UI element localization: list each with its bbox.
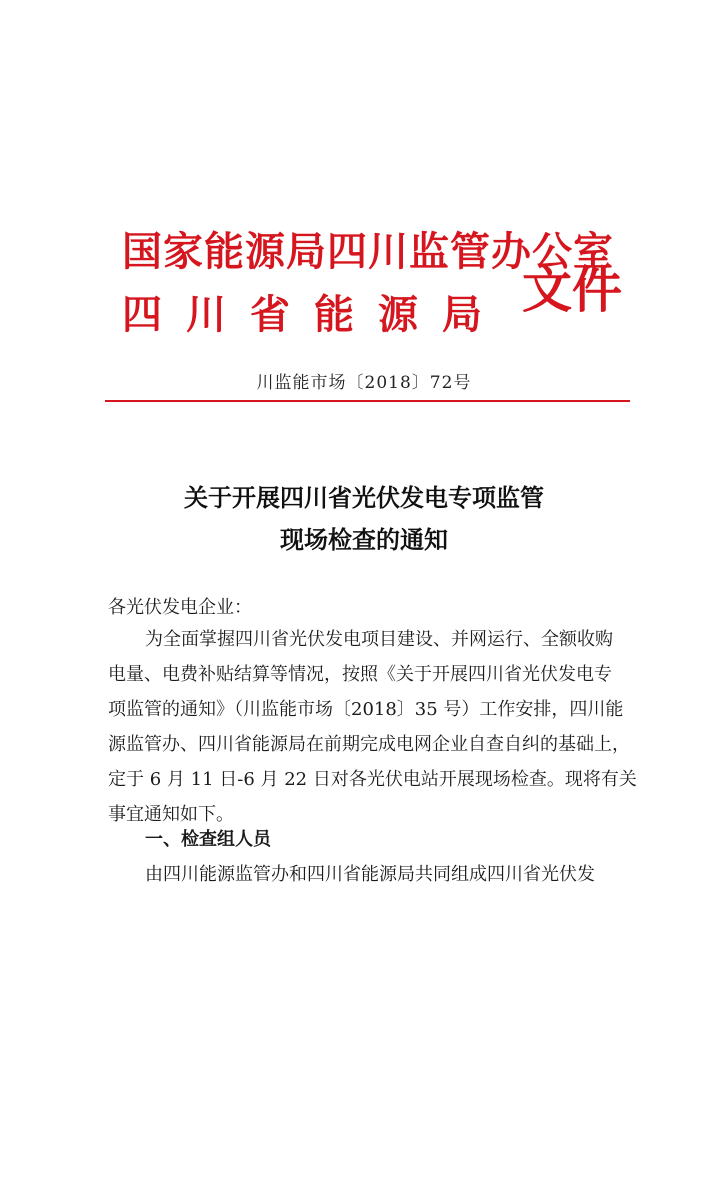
issuer-name-line1: 国家能源局四川监管办公室 <box>122 228 614 275</box>
paragraph-line: 定于 6 月 11 日-6 月 22 日对各光伏电站开展现场检查。现将有关 <box>108 769 637 790</box>
paragraph-line: 由四川能源监管办和四川省能源局共同组成四川省光伏发 <box>145 864 595 885</box>
document-number: 川监能市场〔2018〕72号 <box>256 373 472 393</box>
red-divider <box>105 400 630 402</box>
paragraph-line: 事宜通知如下。 <box>108 804 234 825</box>
salutation: 各光伏发电企业： <box>108 597 252 618</box>
document-title-line2: 现场检查的通知 <box>280 525 448 554</box>
paragraph-line: 为全面掌握四川省光伏发电项目建设、并网运行、全额收购 <box>145 629 613 650</box>
section-heading: 一、检查组人员 <box>145 829 271 850</box>
paragraph-line: 源监管办、四川省能源局在前期完成电网企业自查自纠的基础上， <box>108 734 630 755</box>
document-title-line1: 关于开展四川省光伏发电专项监管 <box>184 483 544 512</box>
issuer-name-line2: 四川省能源局 <box>122 291 506 338</box>
paragraph-line: 项监管的通知》（川监能市场〔2018〕35 号）工作安排，四川能 <box>108 699 624 720</box>
issuer-header <box>122 210 642 340</box>
issuer-suffix: 文件 <box>522 260 622 319</box>
paragraph-line: 电量、电费补贴结算等情况，按照《关于开展四川省光伏发电专 <box>108 664 612 685</box>
